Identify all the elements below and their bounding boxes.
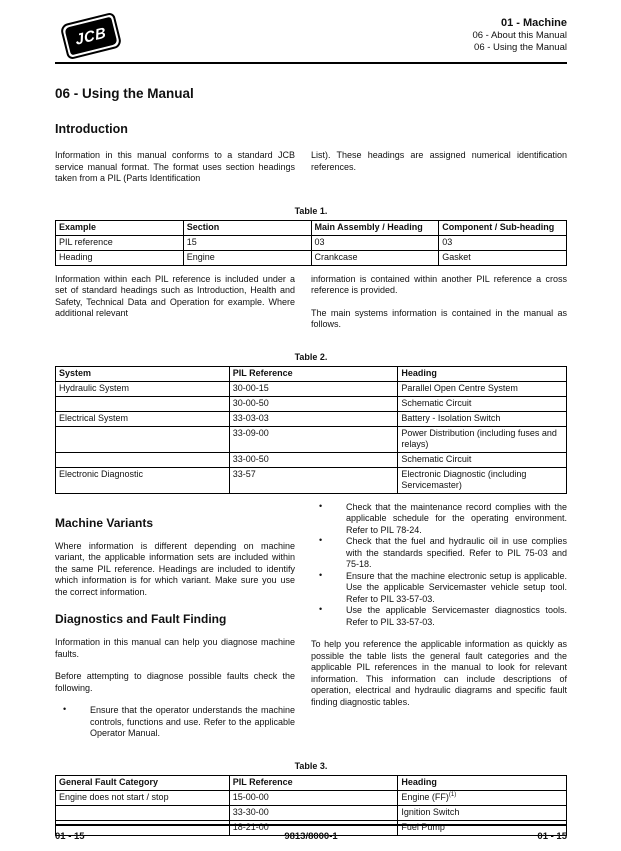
table-row — [56, 235, 567, 250]
cell: Schematic Circuit — [398, 396, 567, 411]
cell: 33-57 — [229, 467, 398, 493]
header-section-title: 01 - Machine — [500, 17, 567, 29]
table-row — [56, 790, 567, 805]
cell: Electronic Diagnostic — [56, 467, 230, 493]
cell: PIL reference — [56, 235, 184, 250]
bullet-text: Check that the fuel and hydraulic oil in use complies with the standards specified. Refer to PIL 75-03 and 75-18. — [346, 536, 567, 569]
cell: Electronic Diagnostic (including Servicemaster) — [398, 467, 567, 493]
cell: Schematic Circuit — [398, 452, 567, 467]
section-heading-diagnostics: Diagnostics and Fault Finding — [55, 612, 227, 626]
page-footer — [55, 824, 567, 842]
cell: 30-00-50 — [229, 396, 398, 411]
cell: 03 — [439, 235, 567, 250]
cell: 03 — [311, 235, 439, 250]
table1 — [55, 220, 567, 266]
bullet-icon: • — [63, 704, 67, 714]
column-header: PIL Reference — [229, 366, 398, 381]
cell: Gasket — [439, 250, 567, 265]
cell: 15-00-00 — [229, 790, 398, 805]
pil-column-right — [311, 274, 567, 342]
table2-caption: Table 2. — [294, 351, 328, 362]
cell: 33-30-00 — [229, 805, 398, 820]
pil-columns — [55, 274, 567, 342]
column-header: Section — [183, 220, 311, 235]
column-header: System — [56, 366, 230, 381]
header-breadcrumb — [472, 14, 567, 53]
footer-page-number-left: 01 - 15 — [55, 831, 85, 842]
paragraph: Information in this manual can help you diagnose machine faults. — [55, 637, 295, 659]
cell: Parallel Open Centre System — [398, 381, 567, 396]
bullet-list — [55, 705, 295, 740]
table3-caption: Table 3. — [294, 760, 328, 771]
paragraph: Before attempting to diagnose possible faults check the following. — [55, 671, 295, 693]
bullet-item — [311, 536, 567, 571]
table-row — [56, 381, 567, 396]
bullet-text: Use the applicable Servicemaster diagnostics tools. Refer to PIL 33-57-03. — [346, 605, 567, 627]
column-header: Main Assembly / Heading — [311, 220, 439, 235]
cell — [56, 396, 230, 411]
table-header-row — [56, 366, 567, 381]
column-header: Example — [56, 220, 184, 235]
column-header: Component / Sub-heading — [439, 220, 567, 235]
bullet-list — [311, 502, 567, 629]
bullet-item — [311, 571, 567, 606]
paragraph: To help you reference the applicable information as quickly as possible the table lists the general fault categories and the applicable PIL references in the manual to look for relevant information. This information can include descriptions of operation, electrical and hydraulic diagrams and specific fault finding diagnostic tables. — [311, 639, 567, 707]
table-row — [56, 411, 567, 426]
column-header: Heading — [398, 366, 567, 381]
manual-page — [55, 0, 567, 844]
cell: Engine — [183, 250, 311, 265]
cell: Battery - Isolation Switch — [398, 411, 567, 426]
paragraph: Information in this manual conforms to a standard JCB service manual format. The format uses section headings taken from a PIL (Parts Identification — [55, 150, 295, 183]
bullet-text: Ensure that the machine electronic setup is applicable. Use the applicable Servicemaster vehicle setup tool. Refer to PIL 33-57-03. — [346, 570, 567, 604]
cell: Power Distribution (including fuses and relays) — [398, 426, 567, 452]
cell — [56, 805, 230, 820]
header-breadcrumb-2: 06 - Using the Manual — [474, 41, 567, 53]
table-header-row — [56, 775, 567, 790]
cell: 33-03-03 — [229, 411, 398, 426]
table-row — [56, 426, 567, 452]
variants-column-left — [55, 502, 295, 751]
cell — [398, 790, 567, 805]
table-header-row — [56, 220, 567, 235]
table2 — [55, 366, 567, 494]
paragraph: Information within each PIL reference is included under a set of standard headings such as Introduction, Health and Safety, Technical Data and Operation for example. Where additional relevant — [55, 273, 295, 318]
header-breadcrumb-1: 06 - About this Manual — [472, 30, 567, 41]
jcb-logo-inner — [64, 17, 117, 56]
bullet-item — [311, 605, 567, 628]
diagnostics-column-right — [311, 502, 567, 751]
bullet-text: Ensure that the operator understands the machine controls, functions and use. Refer to the applicable Operator Manual. — [90, 705, 295, 738]
cell: 33-00-50 — [229, 452, 398, 467]
jcb-logo — [59, 12, 122, 60]
cell: Heading — [56, 250, 184, 265]
column-header: General Fault Category — [56, 775, 230, 790]
paragraph: The main systems information is contained in the manual as follows. — [311, 307, 567, 329]
cell — [56, 452, 230, 467]
footnote-marker: (1) — [448, 791, 457, 798]
cell — [56, 426, 230, 452]
paragraph: List). These headings are assigned numerical identification references. — [311, 150, 567, 172]
paragraph: Where information is different depending on machine variant, the applicable information sets are included within the same PIL reference. Headings are included to identify which information is for which variant. Make sure you use the correct information. — [55, 540, 295, 597]
bullet-icon: • — [319, 604, 323, 614]
cell: 15 — [183, 235, 311, 250]
table-row — [56, 805, 567, 820]
column-header: Heading — [398, 775, 567, 790]
cell: 33-09-00 — [229, 426, 398, 452]
page-title: 06 - Using the Manual — [55, 86, 194, 101]
intro-columns — [55, 150, 567, 196]
table-row — [56, 250, 567, 265]
table-row — [56, 452, 567, 467]
cell-text: Engine (FF) — [401, 791, 449, 802]
bullet-text: Check that the maintenance record complies with the applicable schedule for the operating environment. Refer to PIL 78-24. — [346, 501, 567, 535]
footer-doc-number: 9813/8000-1 — [284, 831, 338, 842]
bullet-icon: • — [319, 569, 323, 580]
cell: Fuel Pump — [398, 820, 567, 835]
paragraph: information is contained within another PIL reference a cross reference is provided. — [311, 273, 567, 295]
table-row — [56, 396, 567, 411]
footer-page-number-right: 01 - 15 — [537, 831, 567, 842]
cell: 18-21-00 — [229, 820, 398, 835]
table1-caption: Table 1. — [294, 205, 328, 216]
variants-diagnostics-columns — [55, 502, 567, 751]
bullet-item — [55, 705, 295, 740]
table-row — [56, 467, 567, 493]
section-heading-machine-variants: Machine Variants — [55, 515, 154, 530]
cell: 30-00-15 — [229, 381, 398, 396]
cell: Ignition Switch — [398, 805, 567, 820]
cell: Crankcase — [311, 250, 439, 265]
cell: Electrical System — [56, 411, 230, 426]
bullet-item — [311, 502, 567, 537]
column-header: PIL Reference — [229, 775, 398, 790]
section-heading-introduction: Introduction — [55, 122, 128, 136]
bullet-icon: • — [319, 535, 323, 545]
cell: Hydraulic System — [56, 381, 230, 396]
page-header — [55, 0, 567, 64]
bullet-icon: • — [319, 500, 323, 511]
cell: Engine does not start / stop — [56, 790, 230, 805]
jcb-logo-text: JCB — [74, 23, 108, 49]
